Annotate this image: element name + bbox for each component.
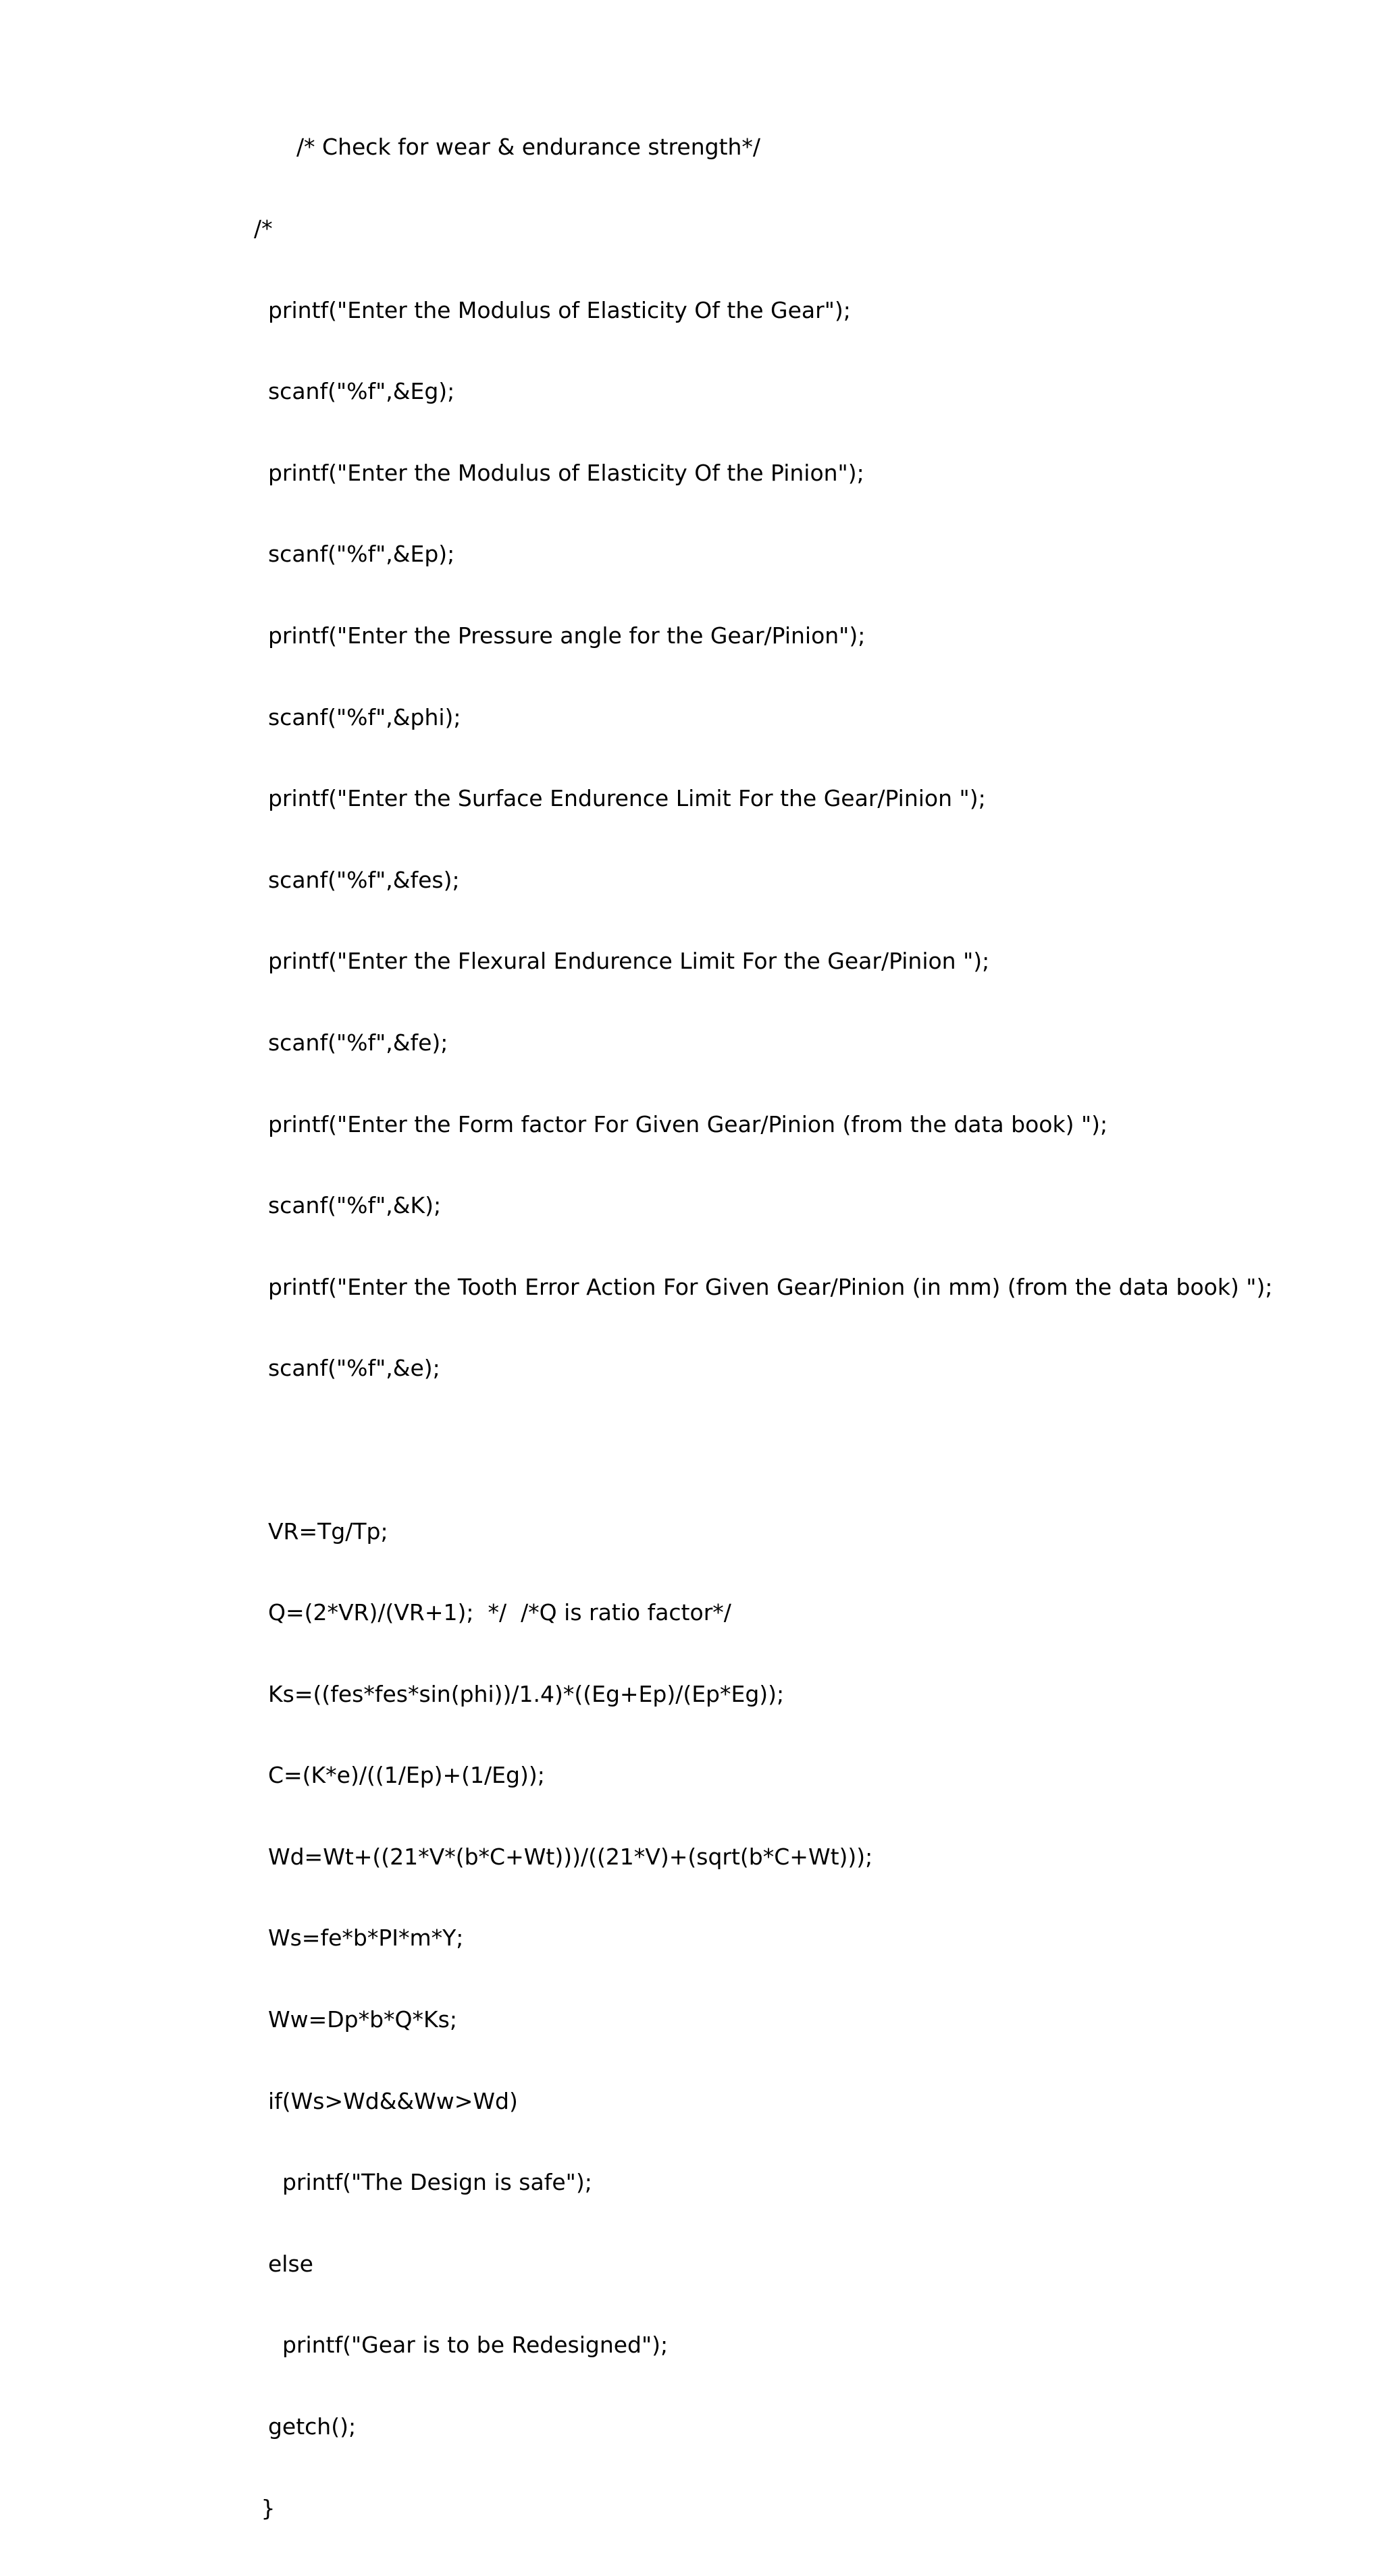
code-line: Ww=Dp*b*Q*Ks;: [254, 2006, 457, 2033]
code-line: scanf("%f",&phi);: [254, 703, 461, 730]
code-line: scanf("%f",&fe);: [254, 1029, 448, 1056]
code-line: Wd=Wt+((21*V*(b*C+Wt)))/((21*V)+(sqrt(b*C+Wt)));: [254, 1843, 873, 1870]
code-line: printf("Enter the Tooth Error Action For Given Gear/Pinion (in mm) (from the data book) ");: [254, 1273, 1273, 1300]
code-listing: [254, 80, 1272, 2576]
code-line: Ws=fe*b*PI*m*Y;: [254, 1925, 464, 1952]
code-line: scanf("%f",&Eg);: [254, 378, 455, 405]
code-line: printf("Enter the Modulus of Elasticity Of the Pinion");: [254, 459, 864, 486]
code-line: printf("Enter the Flexural Endurence Limit For the Gear/Pinion ");: [254, 948, 990, 975]
code-line: Q=(2*VR)/(VR+1); */ /*Q is ratio factor*/: [254, 1599, 731, 1626]
code-line: getch();: [254, 2413, 357, 2440]
code-line: printf("Enter the Modulus of Elasticity Of the Gear");: [254, 296, 851, 323]
code-line: if(Ws>Wd&&Ww>Wd): [254, 2087, 518, 2114]
code-line: /*: [254, 215, 273, 242]
code-line: }: [254, 2494, 276, 2521]
code-line: scanf("%f",&e);: [254, 1355, 440, 1382]
code-line: Ks=((fes*fes*sin(phi))/1.4)*((Eg+Ep)/(Ep*Eg));: [254, 1680, 785, 1707]
code-line: C=(K*e)/((1/Ep)+(1/Eg));: [254, 1762, 545, 1789]
code-line: scanf("%f",&fes);: [254, 866, 460, 893]
code-line: printf("The Design is safe");: [254, 2169, 592, 2196]
code-line: printf("Enter the Surface Endurence Limit For the Gear/Pinion ");: [254, 785, 986, 812]
code-line: /* Check for wear & endurance strength*/: [254, 134, 761, 161]
code-line: [254, 1437, 1272, 1464]
code-line: scanf("%f",&K);: [254, 1192, 442, 1219]
code-line: printf("Gear is to be Redesigned");: [254, 2332, 669, 2359]
code-line: printf("Enter the Form factor For Given Gear/Pinion (from the data book) ");: [254, 1110, 1108, 1137]
code-line: else: [254, 2250, 313, 2277]
code-line: printf("Enter the Pressure angle for the Gear/Pinion");: [254, 622, 866, 649]
code-line: scanf("%f",&Ep);: [254, 541, 455, 568]
code-line: VR=Tg/Tp;: [254, 1518, 388, 1545]
